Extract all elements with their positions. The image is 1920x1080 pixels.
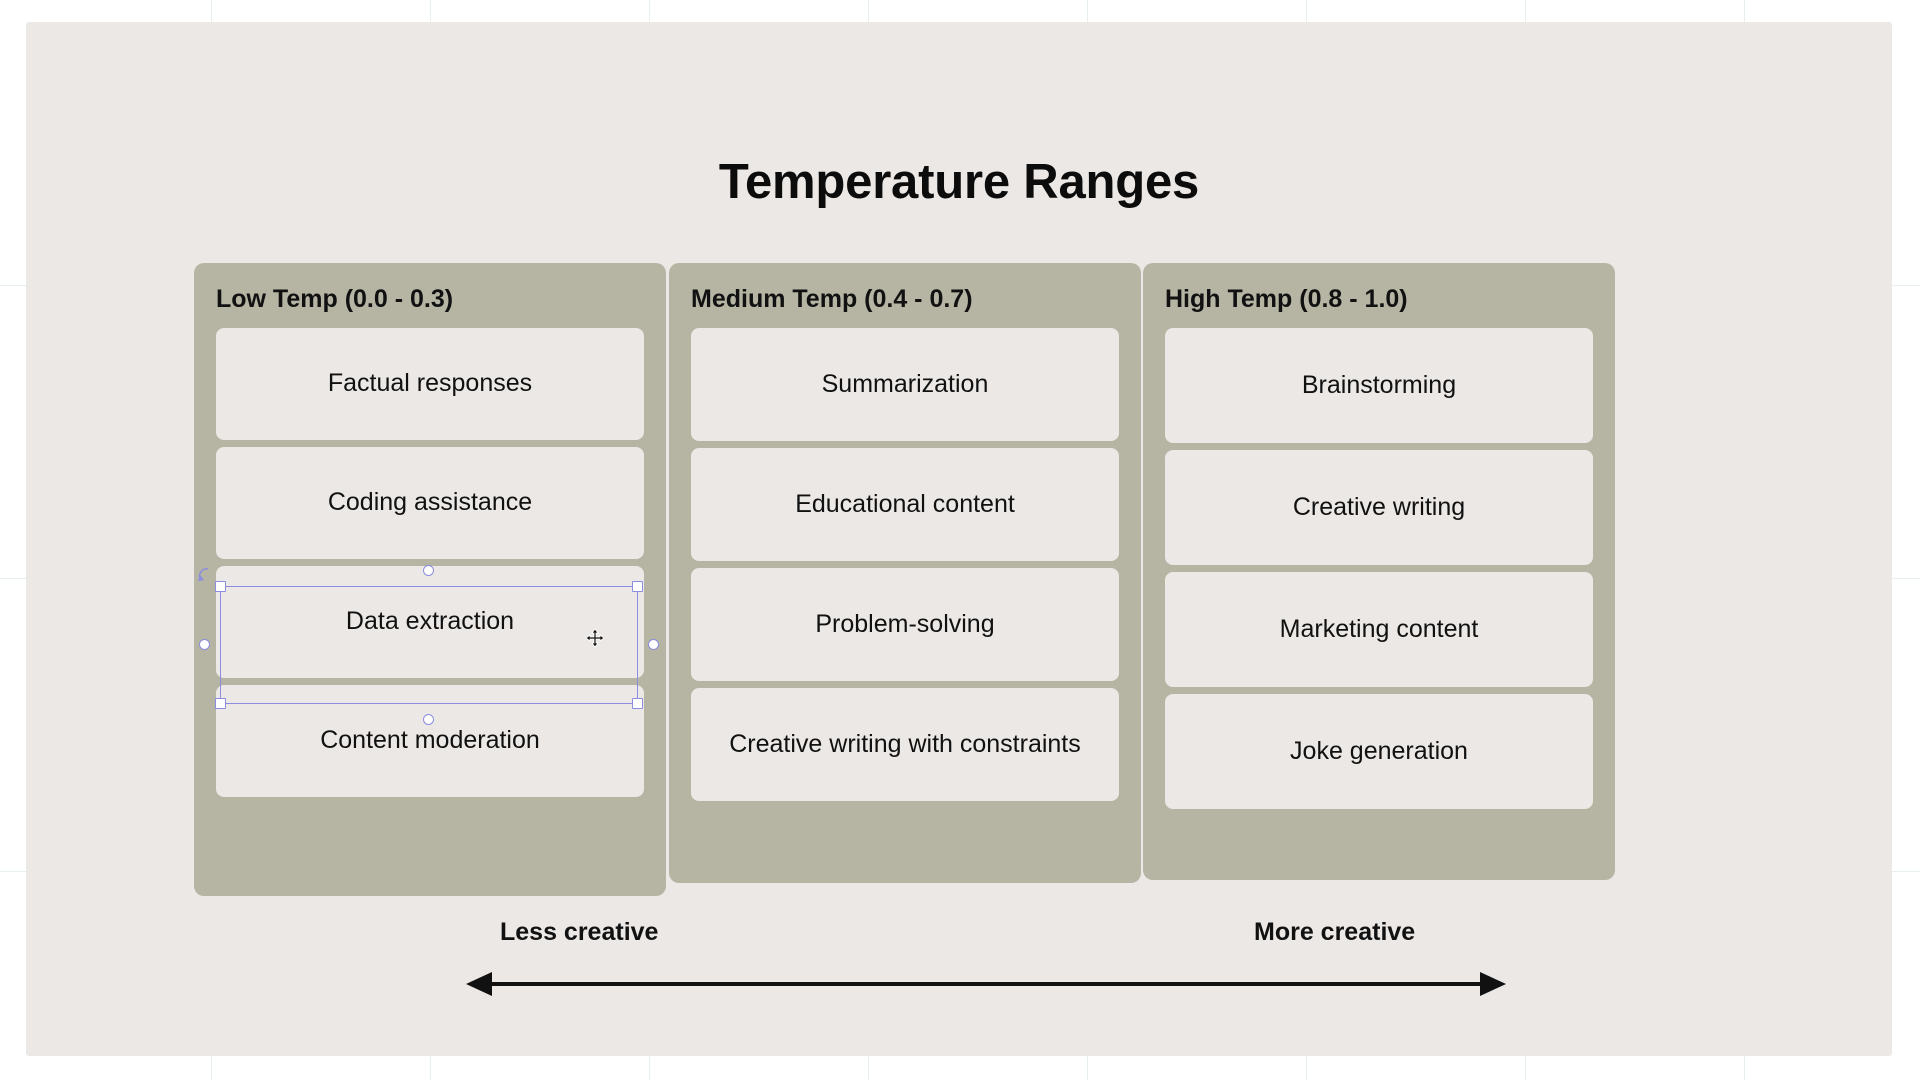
column-title: Medium Temp (0.4 - 0.7) [691,285,973,313]
temperature-column-medium[interactable] [669,263,1141,883]
resize-handle-top[interactable] [423,565,434,576]
resize-handle-left[interactable] [199,639,210,650]
temperature-column-low[interactable] [194,263,666,896]
page-title: Temperature Ranges [718,155,1200,209]
column-items [1143,314,1615,831]
list-item[interactable]: Factual responses [216,328,644,440]
temperature-column-high[interactable] [1143,263,1615,880]
resize-handle-top-left[interactable] [215,581,226,592]
axis-label-more-creative: More creative [1254,918,1416,946]
double-arrow-icon [466,964,1506,1004]
column-title: High Temp (0.8 - 1.0) [1165,285,1408,313]
list-item[interactable]: Creative writing [1165,450,1593,565]
resize-handle-bottom-right[interactable] [632,698,643,709]
resize-handle-bottom[interactable] [423,714,434,725]
list-item[interactable]: Content moderation [216,685,644,797]
resize-handle-top-right[interactable] [632,581,643,592]
selection-box[interactable] [220,586,638,704]
column-title: Low Temp (0.0 - 0.3) [216,285,454,313]
axis-label-less-creative: Less creative [500,918,659,946]
creativity-axis [26,902,1892,1042]
column-items [669,314,1141,823]
rotate-handle-icon[interactable] [198,566,216,584]
list-item[interactable]: Joke generation [1165,694,1593,809]
list-item[interactable]: Problem-solving [691,568,1119,681]
list-item[interactable]: Summarization [691,328,1119,441]
list-item[interactable]: Marketing content [1165,572,1593,687]
list-item[interactable]: Educational content [691,448,1119,561]
resize-handle-right[interactable] [648,639,659,650]
list-item[interactable]: Data extraction [216,566,644,678]
move-cursor-icon [585,628,605,648]
list-item[interactable]: Creative writing with constraints [691,688,1119,801]
resize-handle-bottom-left[interactable] [215,698,226,709]
slide-surface[interactable] [26,22,1892,1056]
list-item[interactable]: Coding assistance [216,447,644,559]
list-item[interactable]: Brainstorming [1165,328,1593,443]
